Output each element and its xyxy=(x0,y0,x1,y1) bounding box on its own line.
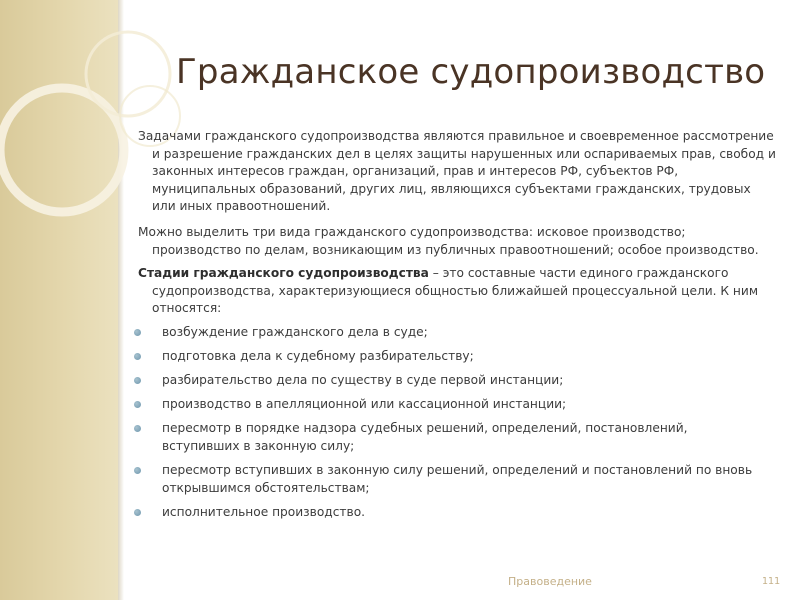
bullet-icon xyxy=(134,329,141,336)
list-item-text: пересмотр вступивших в законную силу решений, определений и постановлений по вновь открывшимся обстоятельствам; xyxy=(162,463,753,495)
list-item xyxy=(134,504,767,522)
list-item xyxy=(134,462,767,497)
bullet-icon xyxy=(134,401,141,408)
list-item xyxy=(134,396,767,414)
list-item-text: возбуждение гражданского дела в суде; xyxy=(162,324,428,339)
list-item-text: разбирательство дела по существу в суде первой инстанции; xyxy=(162,373,564,388)
list-item-text: производство в апелляционной или кассационной инстанции; xyxy=(162,397,567,412)
slide-content xyxy=(138,128,778,528)
slide-title: Гражданское судопроизводство xyxy=(176,52,766,92)
bullet-icon xyxy=(134,353,141,360)
list-item-text: исполнительное производство. xyxy=(162,504,366,519)
bullet-icon xyxy=(134,467,141,474)
types-paragraph: Можно выделить три вида гражданского судопроизводства: исковое производство; производство по делам, возникающим из публичных правоотношений; особое производство. xyxy=(138,224,759,257)
stages-intro-bold: Стадии гражданского судопроизводства xyxy=(138,266,429,281)
list-item-text: пересмотр в порядке надзора судебных решений, определений, постановлений, вступивших в законную силу; xyxy=(162,421,688,453)
stages-intro-text: – это составные части единого гражданского судопроизводства, характеризующиеся общностью ближайшей процессуальной цели. К ним относятся: xyxy=(152,266,759,316)
list-item-text: подготовка дела к судебному разбирательству; xyxy=(162,349,474,364)
tasks-paragraph: Задачами гражданского судопроизводства являются правильное и своевременное рассмотрение и разрешение гражданских дел в целях защиты нарушенных или оспариваемых прав, свобод и законных интересов граждан, организаций, прав и интересов РФ, субъектов РФ, муниципальных образований, других лиц, являющихся субъектами гражданских, трудовых или иных правоотношений. xyxy=(138,129,776,214)
stages-list xyxy=(138,324,778,521)
list-item xyxy=(134,348,767,366)
stages-intro xyxy=(138,265,778,318)
list-item xyxy=(134,420,767,455)
footer-subject: Правоведение xyxy=(508,575,592,588)
list-item xyxy=(134,372,767,390)
bullet-icon xyxy=(134,377,141,384)
bullet-icon xyxy=(134,509,141,516)
bullet-icon xyxy=(134,425,141,432)
list-item xyxy=(134,324,767,342)
page-number: 111 xyxy=(762,576,781,587)
